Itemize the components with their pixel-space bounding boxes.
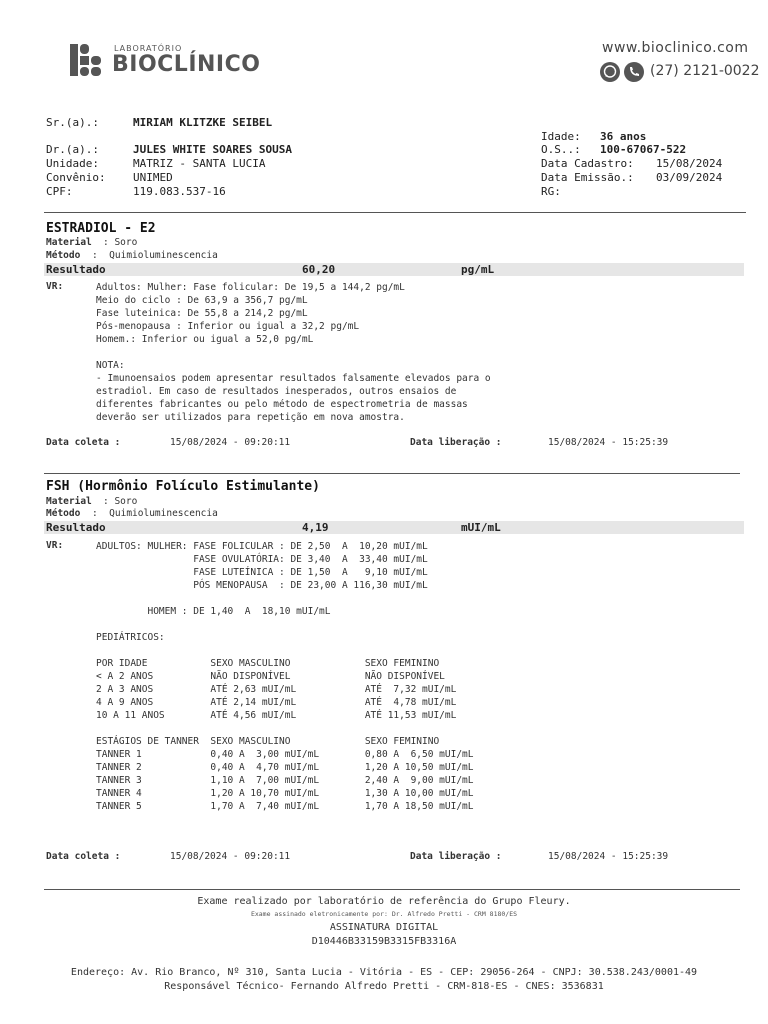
vr-line bbox=[96, 618, 536, 631]
vr-list bbox=[96, 540, 536, 813]
material-value: : Soro bbox=[103, 237, 138, 248]
vr-line: FASE OVULATÓRIA: DE 3,40 A 33,40 mUI/mL bbox=[96, 554, 428, 565]
liberacao-label: Data liberação : bbox=[410, 437, 502, 448]
vr-line: FASE LUTEÍNICA : DE 1,50 A 9,10 mUI/mL bbox=[96, 567, 428, 578]
vr-line: ADULTOS: MULHER: FASE FOLICULAR : DE 2,50 A 10,20 mUI/mL bbox=[96, 541, 428, 552]
vr-line: POR IDADE SEXO MASCULINO SEXO FEMININO bbox=[96, 658, 440, 669]
footer-address-block bbox=[0, 967, 768, 995]
rg-label: RG: bbox=[541, 185, 561, 198]
exam-title-estradiol: ESTRADIOL - E2 bbox=[46, 221, 156, 236]
resultado-value: 4,19 bbox=[302, 521, 329, 534]
signature-label: ASSINATURA DIGITAL bbox=[329, 922, 439, 933]
resultado-unit: mUI/mL bbox=[461, 521, 501, 534]
coleta-label: Data coleta : bbox=[46, 437, 121, 448]
vr-line: 10 A 11 ANOS ATÉ 4,56 mUI/mL ATÉ 11,53 mUI/mL bbox=[96, 710, 457, 721]
metodo-label: Método bbox=[46, 508, 81, 519]
material-value: : Soro bbox=[103, 496, 138, 507]
vr-line: HOMEM : DE 1,40 A 18,10 mUI/mL bbox=[96, 606, 331, 617]
vr-line: TANNER 4 1,20 A 10,70 mUI/mL 1,30 A 10,00 mUI/mL bbox=[96, 788, 474, 799]
whatsapp-icon[interactable] bbox=[600, 62, 620, 82]
coleta-value: 15/08/2024 - 09:20:11 bbox=[170, 851, 291, 862]
exam-title-fsh: FSH (Hormônio Folículo Estimulante) bbox=[46, 479, 320, 494]
resultado-label: Resultado bbox=[46, 263, 106, 276]
bioclinico-logo-icon bbox=[70, 42, 106, 78]
liberacao-label: Data liberação : bbox=[410, 851, 502, 862]
material-label: Material bbox=[46, 496, 92, 507]
metodo-label: Método bbox=[46, 250, 81, 261]
resultado-unit: pg/mL bbox=[461, 263, 495, 276]
address-text: Endereço: Av. Rio Branco, Nº 310, Santa Lucia - Vitória - ES - CEP: 29056-264 - CNPJ: 30.538.243/0001-49 bbox=[70, 967, 698, 978]
doctor-name: JULES WHITE SOARES SOUSA bbox=[133, 143, 292, 156]
idade-label: Idade: bbox=[541, 130, 581, 143]
cadastro-value: 15/08/2024 bbox=[656, 157, 723, 170]
vr-line: < A 2 ANOS NÃO DISPONÍVEL NÃO DISPONÍVEL bbox=[96, 671, 445, 682]
os-label: O.S..: bbox=[541, 143, 581, 156]
vr-line: - Imunoensaios podem apresentar resultados falsamente elevados para o bbox=[96, 373, 491, 384]
logo-small-text: LABORATÓRIO bbox=[114, 44, 183, 53]
unidade-label: Unidade: bbox=[46, 157, 99, 170]
vr-line bbox=[96, 644, 536, 657]
vr-line: Adultos: Mulher: Fase folicular: De 19,5 a 144,2 pg/mL bbox=[96, 282, 405, 293]
vr-line: TANNER 3 1,10 A 7,00 mUI/mL 2,40 A 9,00 mUI/mL bbox=[96, 775, 474, 786]
divider bbox=[44, 212, 746, 213]
vr-line: PÓS MENOPAUSA : DE 23,00 A 116,30 mUI/mL bbox=[96, 580, 428, 591]
phone-icon[interactable] bbox=[624, 62, 644, 82]
phone-contact bbox=[600, 62, 765, 84]
cadastro-label: Data Cadastro: bbox=[541, 157, 634, 170]
coleta-value: 15/08/2024 - 09:20:11 bbox=[170, 437, 291, 448]
vr-line: estradiol. Em caso de resultados inesperados, outros ensaios de bbox=[96, 386, 457, 397]
metodo-value: : Quimioluminescencia bbox=[92, 250, 218, 261]
resultado-value: 60,20 bbox=[302, 263, 336, 276]
vr-line: PEDIÁTRICOS: bbox=[96, 632, 165, 643]
responsavel-text: Responsável Técnico- Fernando Alfredo Pretti - CRM-818-ES - CNES: 3536831 bbox=[164, 981, 604, 992]
ref-lab-text: Exame realizado por laboratório de referência do Grupo Fleury. bbox=[197, 896, 571, 907]
cpf-value: 119.083.537-16 bbox=[133, 185, 226, 198]
vr-line: TANNER 5 1,70 A 7,40 mUI/mL 1,70 A 18,50 mUI/mL bbox=[96, 801, 474, 812]
phone-number[interactable]: (27) 2121-0022 bbox=[650, 63, 760, 79]
result-bar bbox=[44, 263, 744, 276]
vr-line: Homem.: Inferior ou igual a 52,0 pg/mL bbox=[96, 334, 314, 345]
vr-line: 4 A 9 ANOS ATÉ 2,14 mUI/mL ATÉ 4,78 mUI/mL bbox=[96, 697, 457, 708]
vr-line: Meio do ciclo : De 63,9 a 356,7 pg/mL bbox=[96, 295, 308, 306]
result-bar bbox=[44, 521, 744, 534]
signed-by-text: Exame assinado eletronicamente por: Dr. Alfredo Pretti - CRM 8180/ES bbox=[250, 910, 518, 918]
metodo-value: : Quimioluminescencia bbox=[92, 508, 218, 519]
website-link[interactable]: www.bioclinico.com bbox=[602, 40, 749, 56]
divider bbox=[44, 473, 740, 474]
signature-code: D10446B33159B3315FB3316A bbox=[311, 936, 457, 947]
vr-line: Fase luteinica: De 55,8 a 214,2 pg/mL bbox=[96, 308, 308, 319]
emissao-label: Data Emissão.: bbox=[541, 171, 634, 184]
vr-line bbox=[96, 592, 536, 605]
vr-line bbox=[96, 722, 536, 735]
resultado-label: Resultado bbox=[46, 521, 106, 534]
vr-line: 2 A 3 ANOS ATÉ 2,63 mUI/mL ATÉ 7,32 mUI/mL bbox=[96, 684, 457, 695]
vr-line: ESTÁGIOS DE TANNER SEXO MASCULINO SEXO FEMININO bbox=[96, 736, 440, 747]
material-label: Material bbox=[46, 237, 92, 248]
idade-value: 36 anos bbox=[600, 130, 647, 143]
emissao-value: 03/09/2024 bbox=[656, 171, 723, 184]
lab-logo bbox=[70, 42, 280, 80]
liberacao-value: 15/08/2024 - 15:25:39 bbox=[548, 437, 669, 448]
convenio-label: Convênio: bbox=[46, 171, 106, 184]
vr-line: deverão ser utilizados para repetição em nova amostra. bbox=[96, 412, 405, 423]
vr-line: Pós-menopausa : Inferior ou igual a 32,2 pg/mL bbox=[96, 321, 360, 332]
vr-line bbox=[96, 346, 556, 359]
vr-line: TANNER 1 0,40 A 3,00 mUI/mL 0,80 A 6,50 mUI/mL bbox=[96, 749, 474, 760]
cpf-label: CPF: bbox=[46, 185, 73, 198]
convenio-value: UNIMED bbox=[133, 171, 173, 184]
vr-line: diferentes fabricantes ou pelo método de espectrometria de massas bbox=[96, 399, 468, 410]
os-value: 100-67067-522 bbox=[600, 143, 687, 156]
logo-big-text: BIOCLÍNICO bbox=[112, 52, 261, 77]
footer bbox=[0, 896, 768, 950]
coleta-label: Data coleta : bbox=[46, 851, 121, 862]
unidade-value: MATRIZ - SANTA LUCIA bbox=[133, 157, 266, 170]
vr-line: NOTA: bbox=[96, 360, 125, 371]
vr-label: VR: bbox=[46, 540, 64, 551]
liberacao-value: 15/08/2024 - 15:25:39 bbox=[548, 851, 669, 862]
divider bbox=[44, 889, 740, 890]
vr-list bbox=[96, 281, 556, 424]
dr-label: Dr.(a).: bbox=[46, 143, 99, 156]
vr-line: TANNER 2 0,40 A 4,70 mUI/mL 1,20 A 10,50 mUI/mL bbox=[96, 762, 474, 773]
patient-name: MIRIAM KLITZKE SEIBEL bbox=[133, 116, 273, 129]
vr-label: VR: bbox=[46, 281, 64, 292]
sr-label: Sr.(a).: bbox=[46, 116, 99, 129]
